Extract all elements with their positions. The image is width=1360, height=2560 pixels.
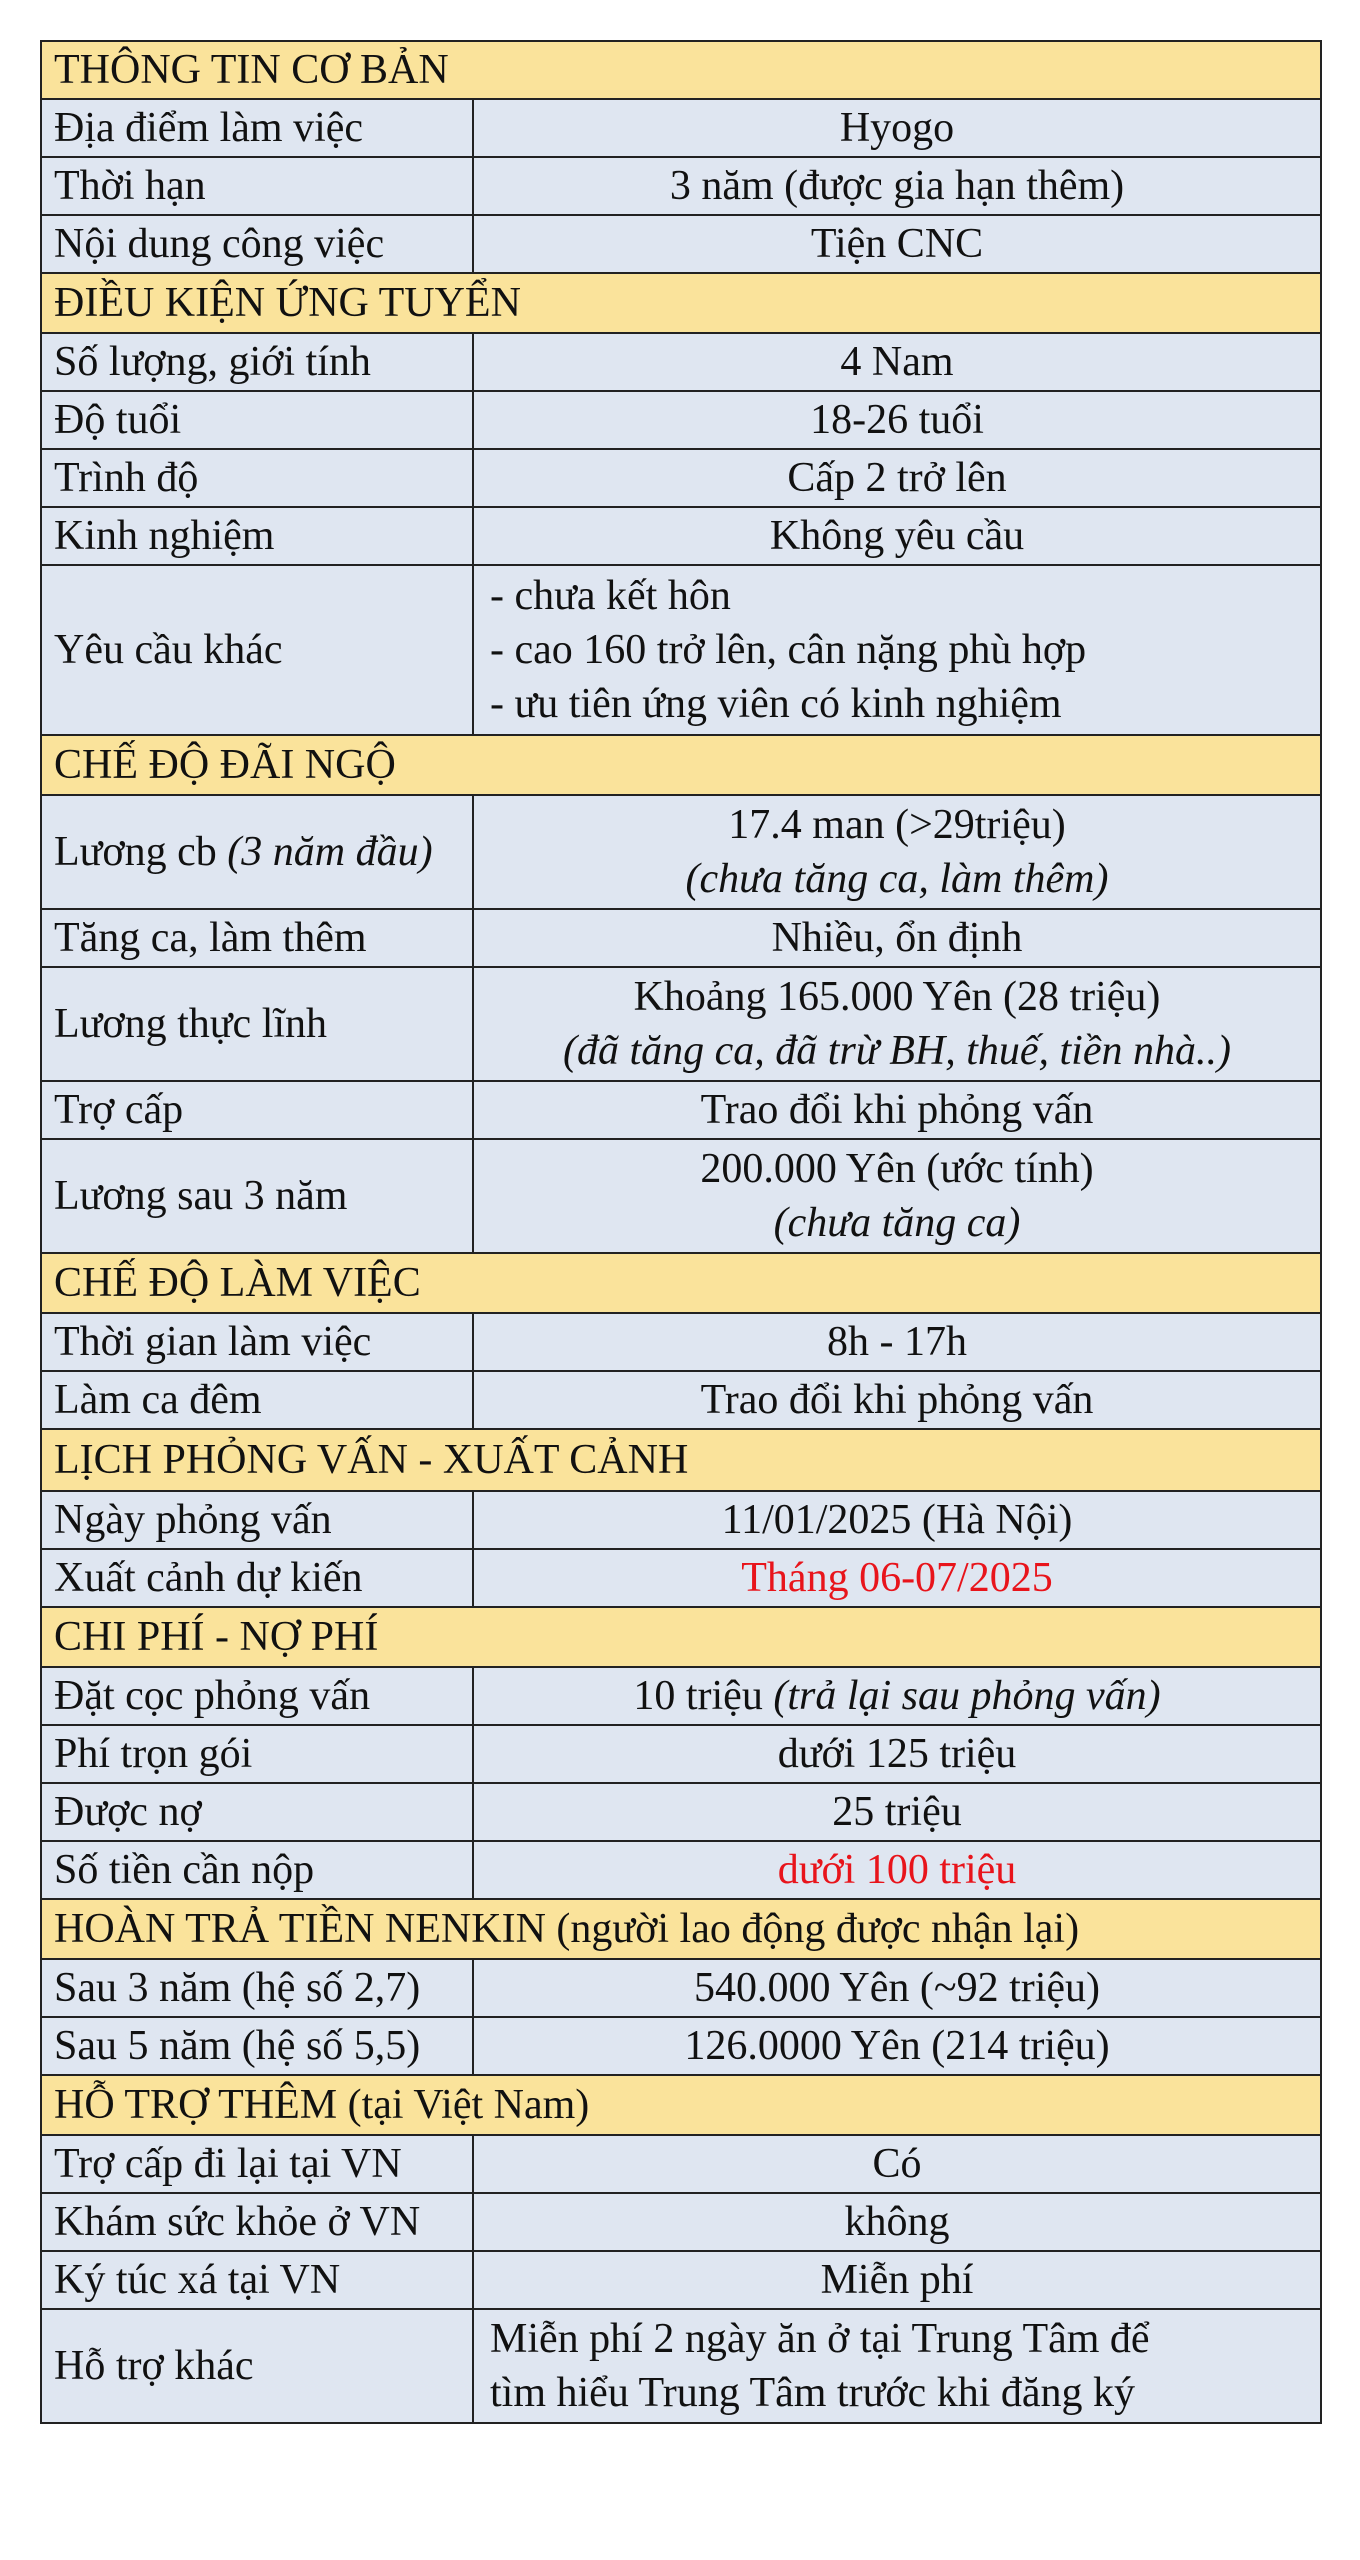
value-text: Khoảng 165.000 Yên (28 triệu) bbox=[633, 974, 1161, 1020]
row-value: Trao đổi khi phỏng vấn bbox=[473, 1371, 1321, 1429]
section-header-requirements: ĐIỀU KIỆN ỨNG TUYỂN bbox=[41, 273, 1321, 333]
row-label: Ngày phỏng vấn bbox=[41, 1491, 473, 1549]
row-label: Ký túc xá tại VN bbox=[41, 2251, 473, 2309]
label-text: Lương cb bbox=[54, 829, 217, 875]
value-text: 17.4 man (>29triệu) bbox=[728, 802, 1066, 848]
row-value: Cấp 2 trở lên bbox=[473, 449, 1321, 507]
section-header-working: CHẾ ĐỘ LÀM VIỆC bbox=[41, 1253, 1321, 1313]
row-label: Sau 3 năm (hệ số 2,7) bbox=[41, 1959, 473, 2017]
row-value bbox=[473, 1139, 1321, 1253]
row-label: Thời hạn bbox=[41, 157, 473, 215]
section-header-costs: CHI PHÍ - NỢ PHÍ bbox=[41, 1607, 1321, 1667]
value-text: 200.000 Yên (ước tính) bbox=[700, 1146, 1094, 1192]
row-value: Miễn phí bbox=[473, 2251, 1321, 2309]
section-header-basic: THÔNG TIN CƠ BẢN bbox=[41, 41, 1321, 99]
other-support-text bbox=[473, 2309, 1321, 2423]
row-label: Trình độ bbox=[41, 449, 473, 507]
row-value: 126.0000 Yên (214 triệu) bbox=[473, 2017, 1321, 2075]
row-value: Có bbox=[473, 2135, 1321, 2193]
row-value: 11/01/2025 (Hà Nội) bbox=[473, 1491, 1321, 1549]
row-label: Địa điểm làm việc bbox=[41, 99, 473, 157]
section-header-nenkin: HOÀN TRẢ TIỀN NENKIN (người lao động được nhận lại) bbox=[41, 1899, 1321, 1959]
list-item: - cao 160 trở lên, cân nặng phù hợp bbox=[490, 627, 1087, 673]
list-item: - ưu tiên ứng viên có kinh nghiệm bbox=[490, 681, 1062, 727]
section-header-support: HỖ TRỢ THÊM (tại Việt Nam) bbox=[41, 2075, 1321, 2135]
text-line: Miễn phí 2 ngày ăn ở tại Trung Tâm để bbox=[490, 2316, 1150, 2362]
other-requirements-list bbox=[473, 565, 1321, 735]
value-note: (đã tăng ca, đã trừ BH, thuế, tiền nhà..) bbox=[563, 1028, 1231, 1074]
row-value: dưới 125 triệu bbox=[473, 1725, 1321, 1783]
value-note: (chưa tăng ca, làm thêm) bbox=[685, 856, 1109, 902]
row-label: Thời gian làm việc bbox=[41, 1313, 473, 1371]
row-value: 540.000 Yên (~92 triệu) bbox=[473, 1959, 1321, 2017]
row-label: Làm ca đêm bbox=[41, 1371, 473, 1429]
row-label: Trợ cấp đi lại tại VN bbox=[41, 2135, 473, 2193]
amount-due-value: dưới 100 triệu bbox=[473, 1841, 1321, 1899]
row-value bbox=[473, 795, 1321, 909]
row-label: Khám sức khỏe ở VN bbox=[41, 2193, 473, 2251]
list-item: - chưa kết hôn bbox=[490, 573, 731, 619]
row-label: Yêu cầu khác bbox=[41, 565, 473, 735]
row-label: Trợ cấp bbox=[41, 1081, 473, 1139]
row-label bbox=[41, 795, 473, 909]
row-value: 3 năm (được gia hạn thêm) bbox=[473, 157, 1321, 215]
row-value: 25 triệu bbox=[473, 1783, 1321, 1841]
row-label: Lương sau 3 năm bbox=[41, 1139, 473, 1253]
row-value: Hyogo bbox=[473, 99, 1321, 157]
row-label: Kinh nghiệm bbox=[41, 507, 473, 565]
row-label: Được nợ bbox=[41, 1783, 473, 1841]
value-note: (chưa tăng ca) bbox=[773, 1200, 1021, 1246]
row-value: Nhiều, ổn định bbox=[473, 909, 1321, 967]
row-value bbox=[473, 1667, 1321, 1725]
row-value: 4 Nam bbox=[473, 333, 1321, 391]
row-value bbox=[473, 967, 1321, 1081]
departure-date-value: Tháng 06-07/2025 bbox=[473, 1549, 1321, 1607]
row-value: không bbox=[473, 2193, 1321, 2251]
section-header-benefits: CHẾ ĐỘ ĐÃI NGỘ bbox=[41, 735, 1321, 795]
row-label: Lương thực lĩnh bbox=[41, 967, 473, 1081]
row-label: Phí trọn gói bbox=[41, 1725, 473, 1783]
label-note: (3 năm đầu) bbox=[227, 829, 433, 875]
row-label: Số tiền cần nộp bbox=[41, 1841, 473, 1899]
text-line: tìm hiểu Trung Tâm trước khi đăng ký bbox=[490, 2370, 1136, 2416]
job-info-table bbox=[40, 40, 1322, 2424]
row-label: Nội dung công việc bbox=[41, 215, 473, 273]
row-label: Số lượng, giới tính bbox=[41, 333, 473, 391]
row-value: 8h - 17h bbox=[473, 1313, 1321, 1371]
row-label: Hỗ trợ khác bbox=[41, 2309, 473, 2423]
section-header-schedule: LỊCH PHỎNG VẤN - XUẤT CẢNH bbox=[41, 1429, 1321, 1491]
row-label: Tăng ca, làm thêm bbox=[41, 909, 473, 967]
row-value: Trao đổi khi phỏng vấn bbox=[473, 1081, 1321, 1139]
row-label: Xuất cảnh dự kiến bbox=[41, 1549, 473, 1607]
row-value: 18-26 tuổi bbox=[473, 391, 1321, 449]
row-value: Không yêu cầu bbox=[473, 507, 1321, 565]
row-label: Sau 5 năm (hệ số 5,5) bbox=[41, 2017, 473, 2075]
row-label: Đặt cọc phỏng vấn bbox=[41, 1667, 473, 1725]
row-value: Tiện CNC bbox=[473, 215, 1321, 273]
value-note: (trả lại sau phỏng vấn) bbox=[773, 1673, 1161, 1719]
value-text: 10 triệu bbox=[633, 1673, 763, 1719]
row-label: Độ tuổi bbox=[41, 391, 473, 449]
